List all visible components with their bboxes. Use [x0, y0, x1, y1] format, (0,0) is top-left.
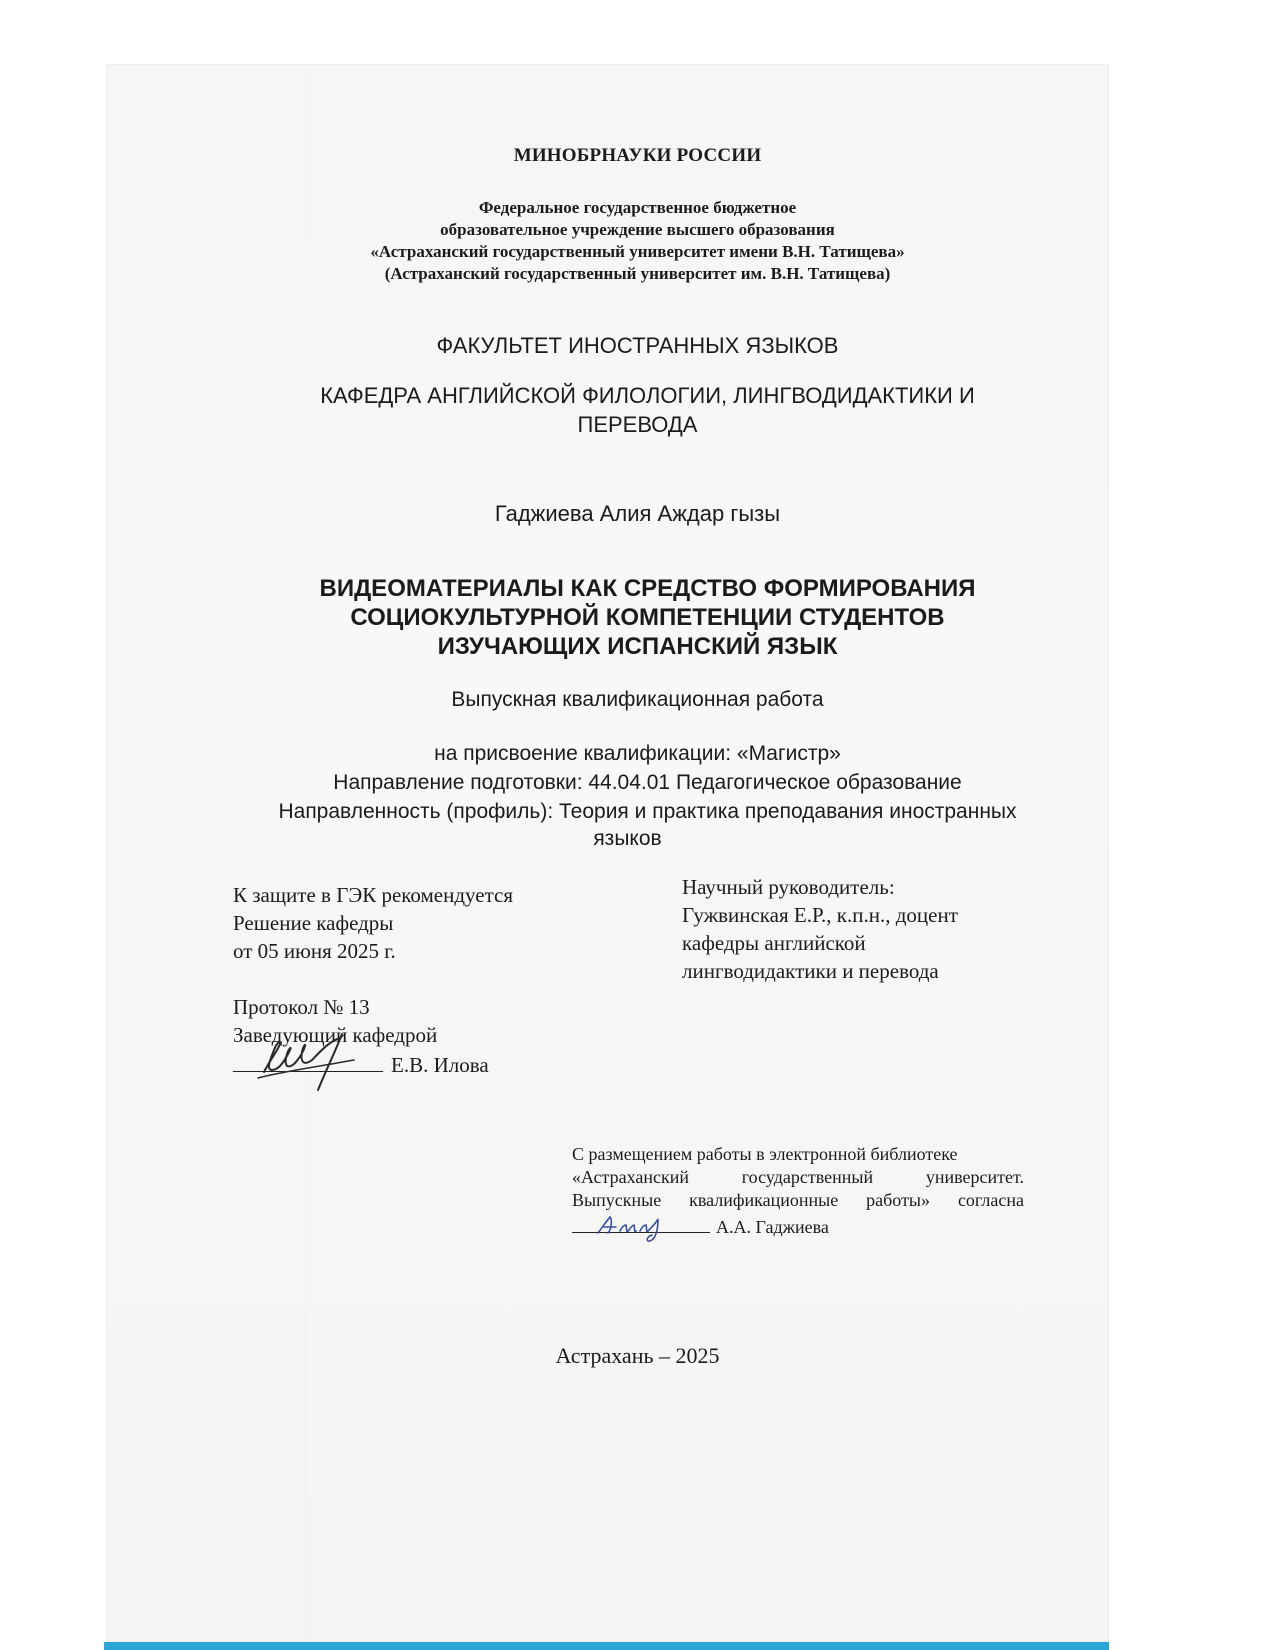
institution-line-3: «Астраханский государственный университет имени В.Н. Татищева»: [370, 242, 905, 261]
work-type: Выпускная квалификационная работа: [451, 688, 824, 711]
decision-date: от 05 июня 2025 г.: [233, 939, 396, 963]
head-signature-row: [233, 1049, 489, 1079]
library-consent-line-1: С размещением работы в электронной библиотеке: [572, 1144, 958, 1164]
supervisor-label: Научный руководитель:: [682, 875, 895, 899]
institution-line-4: (Астраханский государственный университет им. В.Н. Татищева): [384, 264, 891, 283]
thesis-title-line-1: ВИДЕОМАТЕРИАЛЫ КАК СРЕДСТВО ФОРМИРОВАНИЯ: [319, 575, 976, 602]
thesis-title-line-2: СОЦИОКУЛЬТУРНОЙ КОМПЕТЕНЦИИ СТУДЕНТОВ: [350, 604, 945, 631]
institution-line-1: Федеральное государственное бюджетное: [478, 198, 797, 217]
student-signer-name: А.А. Гаджиева: [716, 1217, 829, 1237]
training-direction: Направление подготовки: 44.04.01 Педагогическое образование: [333, 771, 962, 794]
document-sheet: [106, 64, 1109, 1642]
head-of-department-title: Заведующий кафедрой: [233, 1023, 438, 1047]
qualification: на присвоение квалификации: «Магистр»: [434, 742, 841, 765]
supervisor-department-line-2: лингводидактики и перевода: [682, 959, 939, 983]
head-of-department-name: Е.В. Илова: [391, 1053, 489, 1077]
student-signature-line: [572, 1214, 710, 1233]
profile-line-2: языков: [593, 827, 662, 850]
student-name: Гаджиева Алия Аждар гызы: [494, 501, 781, 526]
library-consent-line-3: Выпускные квалификационные работы» согласна: [572, 1190, 1024, 1210]
department-line-1: КАФЕДРА АНГЛИЙСКОЙ ФИЛОЛОГИИ, ЛИНГВОДИДАКТИКИ И: [320, 383, 975, 408]
profile-line-1: Направленность (профиль): Теория и практика преподавания иностранных: [278, 800, 1017, 823]
protocol-block: [233, 993, 489, 1079]
city-and-year: Астрахань – 2025: [555, 1343, 720, 1368]
head-signature-line: [233, 1049, 383, 1072]
library-consent-line-2: «Астраханский государственный университет.: [572, 1167, 1024, 1187]
photo-background-edge: [104, 1642, 1109, 1650]
institution-line-2: образовательное учреждение высшего образования: [440, 220, 835, 239]
faculty-name: ФАКУЛЬТЕТ ИНОСТРАННЫХ ЯЗЫКОВ: [436, 333, 839, 358]
supervisor-department-line-1: кафедры английской: [682, 931, 866, 955]
department-line-2: ПЕРЕВОДА: [577, 412, 698, 437]
thesis-title-line-3: ИЗУЧАЮЩИХ ИСПАНСКИЙ ЯЗЫК: [437, 633, 838, 660]
ministry-heading: МИНОБРНАУКИ РОССИИ: [513, 145, 762, 166]
library-consent-block: [572, 1143, 1024, 1239]
defense-recommendation-block: [233, 881, 513, 965]
student-signature-row: [572, 1214, 1024, 1239]
supervisor-block: [682, 873, 958, 985]
paper-crease: [306, 64, 307, 1642]
defense-recommendation: К защите в ГЭК рекомендуется: [233, 883, 514, 907]
protocol-number: Протокол № 13: [233, 995, 370, 1019]
department-decision: Решение кафедры: [233, 911, 394, 935]
supervisor-name: Гужвинская Е.Р., к.п.н., доцент: [682, 903, 958, 927]
